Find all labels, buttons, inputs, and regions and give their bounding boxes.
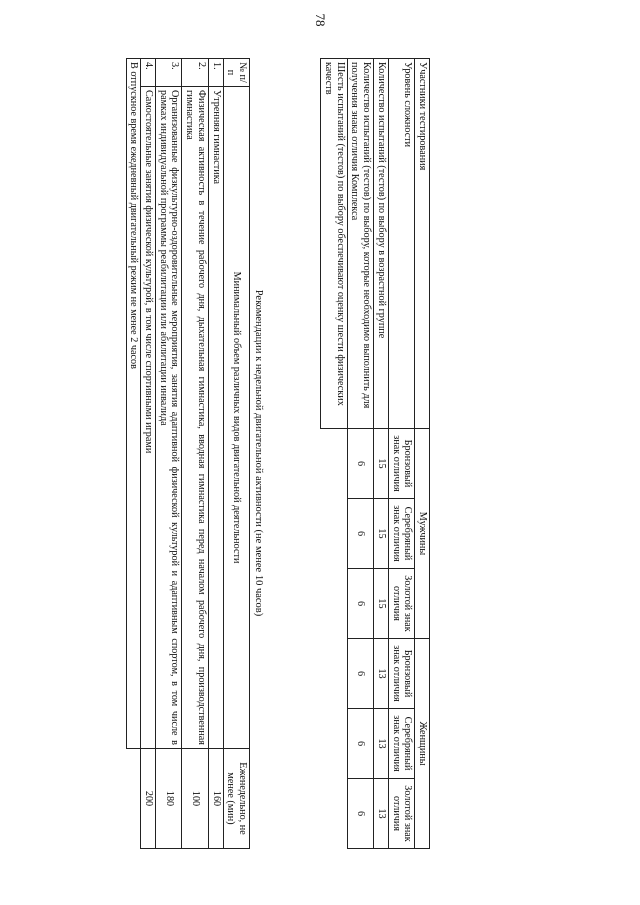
difficulty-label: Уровень сложности: [388, 59, 414, 429]
value-cell: 6: [347, 429, 373, 499]
row-activity: Физическая активность в течение рабочего дня, дыхательная гимнастика, вводная гимнастика перед началом рабочего дня, производственная гимнастика: [182, 87, 208, 749]
row-activity: Организованные физкультурно-оздоровительные мероприятия, занятия адаптивной физической культурой и адаптивным спортом, в том числе в рамках индивидуальной программы реабилитации или абилитации инвалида: [155, 87, 181, 749]
empty-cell: [126, 749, 141, 849]
value-cell: 15: [374, 429, 389, 499]
row-minutes: 200: [141, 749, 156, 849]
rotated-content: [60, 58, 430, 848]
table-row: [347, 59, 373, 849]
row-activity: Самостоятельные занятия физической культурой, в том числе спортивными играми: [141, 87, 156, 749]
value-cell: 15: [374, 499, 389, 569]
recommendations-title: Рекомендации к недельной двигательной активности (не менее 10 часов): [253, 289, 264, 617]
women-header: Женщины: [415, 639, 430, 849]
table-row: [141, 59, 156, 849]
value-cell: 6: [347, 639, 373, 709]
value-cell: 6: [347, 779, 373, 849]
col-activity-header: Минимальный объем различных видов двигательной деятельности: [223, 87, 249, 749]
value-cell: 13: [374, 709, 389, 779]
women-bronze-header: Бронзовый знак отличия: [388, 639, 414, 709]
row-activity: Утренняя гимнастика: [208, 87, 223, 749]
page-number: 78: [313, 13, 328, 27]
standards-table: [320, 58, 430, 849]
row-num: 4.: [141, 59, 156, 87]
value-cell: 6: [347, 569, 373, 639]
men-gold-header: Золотой знак отличия: [388, 569, 414, 639]
row-label: Количество испытаний (тестов) по выбору, которые необходимо выполнить для получения знака отличия Комплекса: [347, 59, 373, 429]
value-cell: 6: [347, 709, 373, 779]
table-row: [182, 59, 208, 849]
table-row: [208, 59, 223, 849]
value-cell: 6: [347, 499, 373, 569]
men-bronze-header: Бронзовый знак отличия: [388, 429, 414, 499]
value-cell: 13: [374, 639, 389, 709]
men-header: Мужчины: [415, 429, 430, 639]
participants-label: Участники тестирования: [415, 59, 430, 429]
value-cell: 15: [374, 569, 389, 639]
row-num: 2.: [182, 59, 208, 87]
value-cell: 13: [374, 779, 389, 849]
row-minutes: 100: [182, 749, 208, 849]
table-row: [374, 59, 389, 849]
col-num-header: № п/п: [223, 59, 249, 87]
women-silver-header: Серебряный знак отличия: [388, 709, 414, 779]
men-silver-header: Серебряный знак отличия: [388, 499, 414, 569]
table-footer: Шесть испытаний (тестов) по выбору обеспечивают оценку шести физических качеств: [321, 59, 347, 429]
recommendations-footer: В отпускное время ежедневный двигательный режим не менее 2 часов: [126, 59, 141, 749]
table-row: [155, 59, 181, 849]
women-gold-header: Золотой знак отличия: [388, 779, 414, 849]
row-label: Количество испытаний (тестов) по выбору в возрастной группе: [374, 59, 389, 429]
recommendations-table: [126, 58, 250, 849]
row-minutes: 180: [155, 749, 181, 849]
row-minutes: 160: [208, 749, 223, 849]
row-num: 1.: [208, 59, 223, 87]
row-num: 3.: [155, 59, 181, 87]
col-weekly-header: Еженедельно, не менее (мин): [223, 749, 249, 849]
empty-cell: [321, 429, 347, 849]
